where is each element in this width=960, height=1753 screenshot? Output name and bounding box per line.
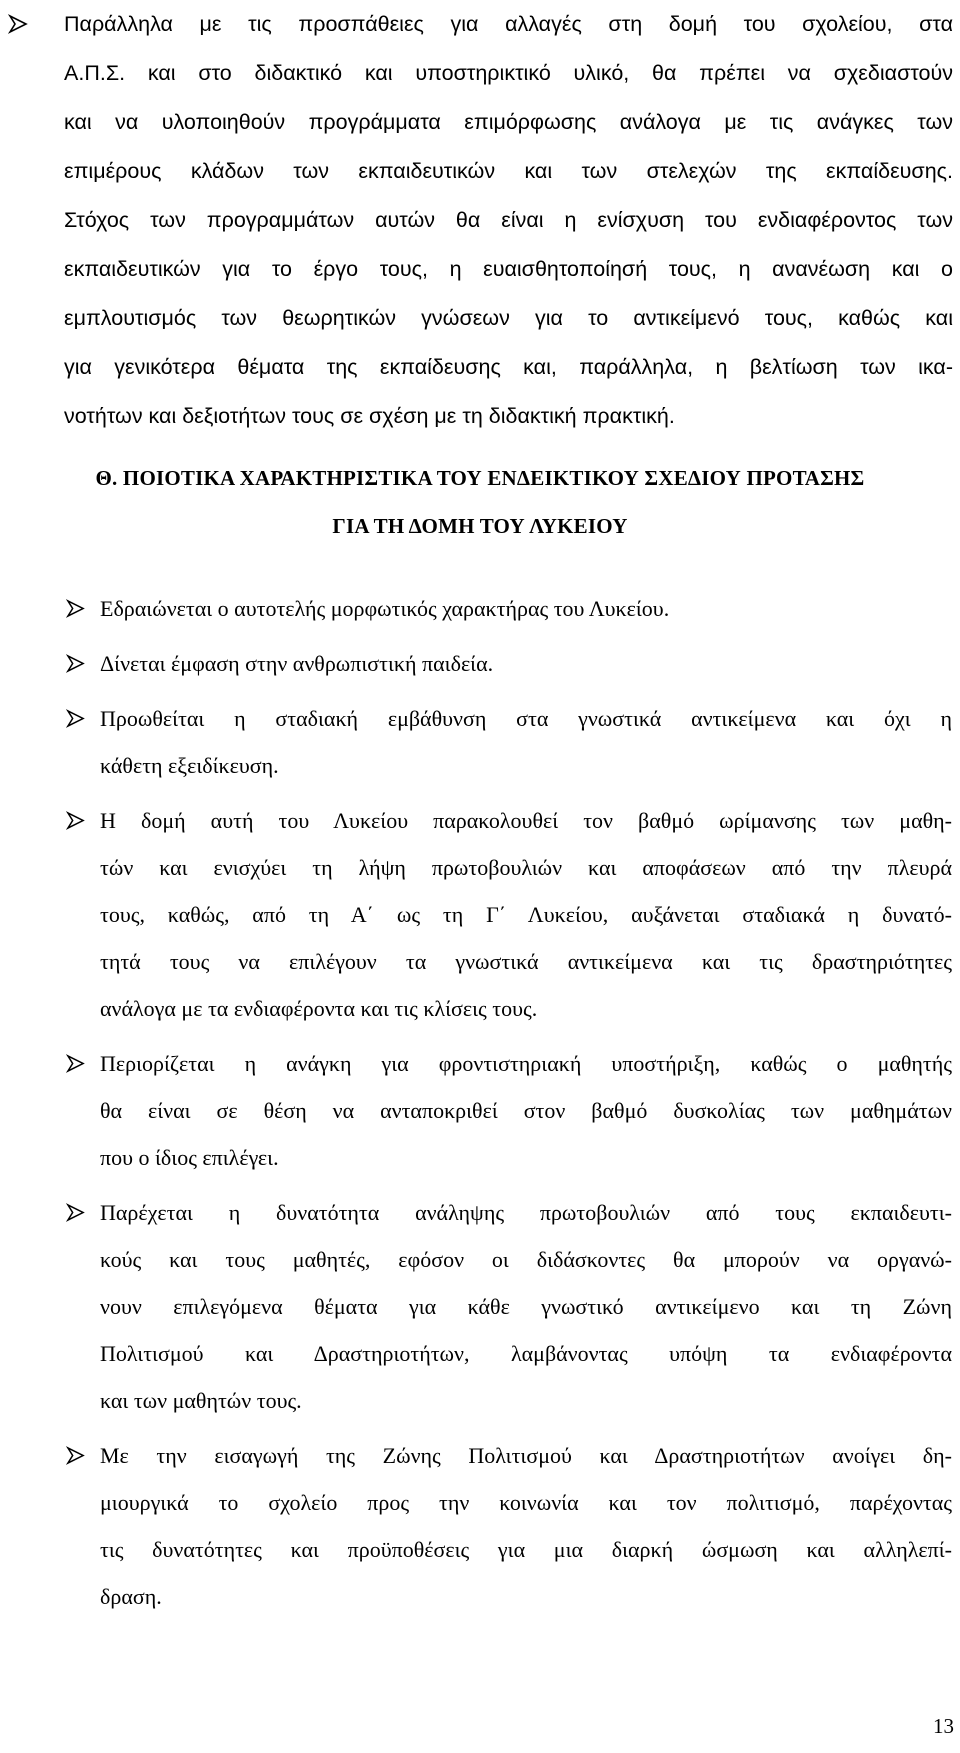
intro-line: και να υλοποιηθούν προγράμματα επιμόρφωσης ανάλογα με τις ανάγκες των — [64, 110, 953, 134]
feature-line: θα είναι σε θέση να ανταποκριθεί στον βαθμό δυσκολίας των μαθημάτων — [100, 1098, 952, 1123]
arrowhead-bullet-icon — [66, 1040, 90, 1086]
intro-line: εκπαιδευτικών για το έργο τους, η ευαισθητοποίησή τους, η ανανέωση και ο — [64, 257, 953, 281]
feature-line: και των μαθητών τους. — [100, 1388, 302, 1413]
intro-line: επιμέρους κλάδων των εκπαιδευτικών και των στελεχών της εκπαίδευσης. — [64, 159, 953, 183]
intro-line: για γενικότερα θέματα της εκπαίδευσης και, παράλληλα, η βελτίωση των ικα- — [64, 355, 953, 379]
feature-text — [100, 585, 952, 632]
arrowhead-bullet-icon — [66, 797, 90, 843]
feature-item — [66, 1432, 952, 1620]
arrowhead-bullet-icon — [66, 640, 90, 686]
feature-line: Πολιτισμού και Δραστηριοτήτων, λαμβάνοντας υπόψη τα ενδιαφέροντα — [100, 1341, 952, 1366]
intro-line: εμπλουτισμός των θεωρητικών γνώσεων για το αντικείμενό τους, καθώς και — [64, 306, 953, 330]
intro-text — [64, 0, 953, 441]
page-number: 13 — [933, 1714, 954, 1738]
intro-line: Στόχος των προγραμμάτων αυτών θα είναι η ενίσχυση του ενδιαφέροντος των — [64, 208, 953, 232]
section-heading-line-1: Θ. ΠΟΙΟΤΙΚΑ ΧΑΡΑΚΤΗΡΙΣΤΙΚΑ ΤΟΥ ΕΝΔΕΙΚΤΙΚΟΥ ΣΧΕΔΙΟΥ ΠΡΟΤΑΣΗΣ — [95, 466, 865, 490]
feature-item — [66, 1189, 952, 1424]
feature-line: ανάλογα με τα ενδιαφέροντα και τις κλίσεις τους. — [100, 996, 538, 1021]
section-heading-line-2: ΓΙΑ ΤΗ ΔΟΜΗ ΤΟΥ ΛΥΚΕΙΟΥ — [332, 514, 628, 538]
feature-text — [100, 1040, 952, 1181]
intro-paragraph — [8, 0, 953, 441]
feature-text — [100, 1432, 952, 1620]
feature-line: Εδραιώνεται ο αυτοτελής μορφωτικός χαρακτήρας του Λυκείου. — [100, 596, 670, 621]
feature-item — [66, 585, 952, 632]
feature-text — [100, 695, 952, 789]
feature-item — [66, 797, 952, 1032]
feature-line: τητά τους να επιλέγουν τα γνωστικά αντικείμενα και τις δραστηριότητες — [100, 949, 952, 974]
feature-line: κάθετη εξειδίκευση. — [100, 753, 279, 778]
feature-line: Δίνεται έμφαση στην ανθρωπιστική παιδεία. — [100, 651, 494, 676]
arrowhead-bullet-icon — [66, 585, 90, 631]
feature-line: τις δυνατότητες και προϋποθέσεις για μια διαρκή ώσμωση και αλληλεπί- — [100, 1537, 952, 1562]
feature-line: τών και ενισχύει τη λήψη πρωτοβουλιών και αποφάσεων από την πλευρά — [100, 855, 952, 880]
feature-text — [100, 797, 952, 1032]
feature-line: Με την εισαγωγή της Ζώνης Πολιτισμού και Δραστηριοτήτων ανοίγει δη- — [100, 1443, 952, 1468]
feature-line: Προωθείται η σταδιακή εμβάθυνση στα γνωστικά αντικείμενα και όχι η — [100, 706, 952, 731]
feature-line: Η δομή αυτή του Λυκείου παρακολουθεί τον βαθμό ωρίμανσης των μαθη- — [100, 808, 952, 833]
feature-text — [100, 640, 952, 687]
feature-line: τους, καθώς, από τη Α΄ ως τη Γ΄ Λυκείου, αυξάνεται σταδιακά η δυνατό- — [100, 902, 952, 927]
feature-item — [66, 640, 952, 687]
feature-line: κούς και τους μαθητές, εφόσον οι διδάσκοντες θα μπορούν να οργανώ- — [100, 1247, 952, 1272]
feature-line: Περιορίζεται η ανάγκη για φροντιστηριακή υποστήριξη, καθώς ο μαθητής — [100, 1051, 952, 1076]
feature-item — [66, 1040, 952, 1181]
feature-line: μιουργικά το σχολείο προς την κοινωνία και τον πολιτισμό, παρέχοντας — [100, 1490, 952, 1515]
feature-line: νουν επιλεγόμενα θέματα για κάθε γνωστικό αντικείμενο και τη Ζώνη — [100, 1294, 952, 1319]
feature-line: δραση. — [100, 1584, 162, 1609]
arrowhead-bullet-icon — [8, 0, 32, 48]
intro-line: Παράλληλα με τις προσπάθειες για αλλαγές στη δομή του σχολείου, στα — [64, 12, 953, 36]
arrowhead-bullet-icon — [66, 695, 90, 741]
intro-line: Α.Π.Σ. και στο διδακτικό και υποστηρικτικό υλικό, θα πρέπει να σχεδιαστούν — [64, 61, 953, 85]
feature-item — [66, 695, 952, 789]
arrowhead-bullet-icon — [66, 1189, 90, 1235]
feature-line: Παρέχεται η δυνατότητα ανάληψης πρωτοβουλιών από τους εκπαιδευτι- — [100, 1200, 952, 1225]
feature-line: που ο ίδιος επιλέγει. — [100, 1145, 279, 1170]
features-list — [66, 585, 952, 1620]
feature-text — [100, 1189, 952, 1424]
arrowhead-bullet-icon — [66, 1432, 90, 1478]
intro-line: νοτήτων και δεξιοτήτων τους σε σχέση με τη διδακτική πρακτική. — [64, 404, 675, 428]
